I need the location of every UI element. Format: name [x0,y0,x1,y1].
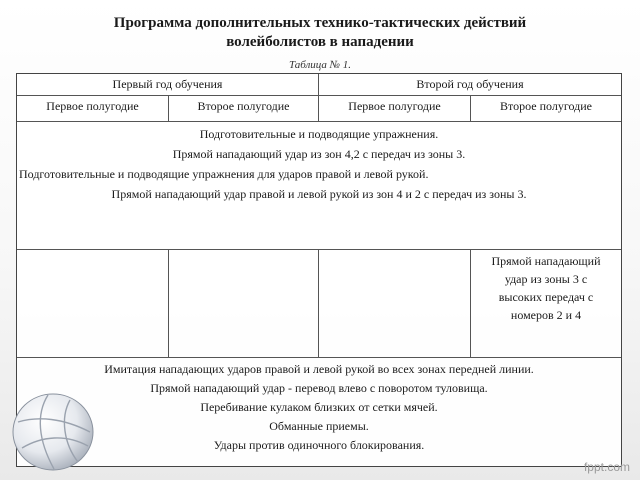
table-caption: Таблица № 1. [288,59,352,71]
cell-year2-half2 [471,250,621,358]
header-year-2: Второй год обучения [319,74,621,96]
block1-line-3: Подготовительные и подводящие упражнения для ударов правой и левой рукой. [19,167,429,181]
title-line-2: волейболистов в нападении [226,34,414,50]
block2-line-5: Удары против одиночного блокирования. [213,438,425,452]
watermark: fppt.com [583,460,630,474]
header-half-2: Второе полугодие [169,96,319,122]
header-half-1: Первое полугодие [17,96,169,122]
title-line-1: Программа дополнительных технико-тактических действий [113,15,527,31]
block2-line-2: Прямой нападающий удар - перевод влево с поворотом туловища. [150,381,488,395]
cell-line-3: высоких передач с [498,290,594,304]
volleyball-icon [8,388,98,472]
slide-title [60,14,580,52]
cell-line-1: Прямой нападающий [491,254,601,268]
cell-line-4: номеров 2 и 4 [510,308,582,322]
block2-line-4: Обманные приемы. [269,419,369,433]
block1-line-1: Подготовительные и подводящие упражнения. [199,127,439,141]
header-half-3: Первое полугодие [319,96,471,122]
empty-cell-half-3 [319,250,471,358]
content-block-1 [17,122,621,250]
empty-cell-half-2 [169,250,319,358]
empty-cell-half-1 [17,250,169,358]
header-year-1: Первый год обучения [17,74,319,96]
header-half-4: Второе полугодие [471,96,621,122]
block1-line-2: Прямой нападающий удар из зон 4,2 с передач из зоны 3. [172,147,466,161]
content-block-2 [17,358,621,466]
block1-line-4: Прямой нападающий удар правой и левой рукой из зон 4 и 2 с передач из зоны 3. [111,187,527,201]
block2-line-3: Перебивание кулаком близких от сетки мячей. [200,400,438,414]
block2-line-1: Имитация нападающих ударов правой и левой рукой во всех зонах передней линии. [104,362,534,376]
cell-line-2: удар из зоны 3 с [504,272,588,286]
program-table [16,73,622,467]
